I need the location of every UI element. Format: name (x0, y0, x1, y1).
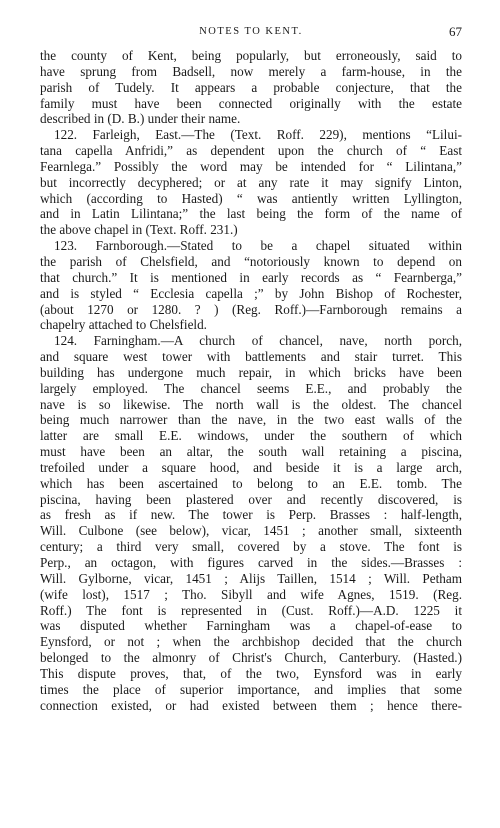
text-line: being much narrower than the nave, in the two east walls of the (40, 412, 462, 428)
text-line: the above chapel in (Text. Roff. 231.) (40, 222, 238, 238)
text-line: and square west tower with battlements and stair turret. This (40, 349, 462, 365)
text-line: tana capella Anfridi,” as dependent upon the church of “ East (40, 143, 462, 159)
entry-122-heading-line: 122. Farleigh, East.—The (Text. Roff. 229), mentions “Lilui- (54, 127, 462, 143)
text-line: which has been ascertained to belong to an E.E. tomb. The (40, 475, 462, 491)
text-line: Roff.) The font is represented in (Cust. Roff.)—A.D. 1225 it (40, 602, 462, 618)
text-line: (wife lost), 1517 ; Tho. Sibyll and wife Agnes, 1519. (Reg. (40, 586, 462, 602)
page-number: 67 (449, 24, 462, 39)
text-line: chapelry attached to Chelsfield. (40, 317, 207, 333)
text-line: piscina, having been plastered over and recently discovered, is (40, 491, 462, 507)
text-line: This dispute proves, that, of the two, Eynsford was in early (40, 665, 462, 681)
text-line: must have been an altar, the south wall retaining a piscina, (40, 444, 462, 460)
text-line: Perp., an octagon, with figures carved in the sides.—Brasses : (40, 555, 462, 570)
text-line: Eynsford, or not ; when the archbishop decided that the church (40, 634, 462, 650)
text-line: (about 1270 or 1280. ? ) (Reg. Roff.)—Farnborough remains a (40, 301, 462, 317)
text-line: largely employed. The chancel seems E.E., and probably the (40, 380, 462, 396)
text-line: as fresh as if new. The tower is Perp. Brasses : half-length, (40, 507, 462, 523)
text-line: Will. Gylborne, vicar, 1451 ; Alijs Taillen, 1514 ; Will. Petham (40, 570, 462, 586)
text-line: and in Latin Lilintana;” the last being the form of the name of (40, 206, 462, 222)
text-line: but incorrectly decyphered; or at any rate it may signify Linton, (40, 174, 462, 190)
text-line: building has undergone much repair, in which bricks have been (40, 364, 462, 380)
text-line: which (according to Hasted) “ was antiently written Lyllington, (40, 190, 462, 206)
text-line: described in (D. B.) under their name. (40, 111, 241, 127)
text-line: and is styled “ Ecclesia capella ;” by John Bishop of Rochester, (40, 285, 462, 301)
text-line: the parish of Chelsfield, and “notoriously known to depend on (40, 253, 462, 269)
running-title: NOTES TO KENT. (199, 26, 303, 37)
text-line: trefoiled under a square hood, and beside it is a large arch, (40, 459, 462, 475)
text-line: Fearnlega.” Possibly the word may be intended for “ Lilintana,” (40, 158, 462, 174)
text-line: belonged to the almonry of Christ's Church, Canterbury. (Hasted.) (40, 650, 462, 666)
entry-124-heading-line: 124. Farningham.—A church of chancel, nave, north porch, (54, 333, 462, 349)
entry-123-heading-line: 123. Farnborough.—Stated to be a chapel situated within (54, 238, 462, 254)
text-line: century; a third very small, covered by a stove. The font is (40, 539, 462, 555)
page-header (40, 24, 462, 42)
text-line: parish of Tudely. It appears a probable conjecture, that the (40, 79, 462, 95)
text-line: the county of Kent, being popularly, but erroneously, said to (40, 48, 462, 63)
text-line: family must have been connected originally with the estate (40, 95, 462, 111)
text-line: Will. Culbone (see below), vicar, 1451 ; another small, sixteenth (40, 523, 462, 539)
text-line: have sprung from Badsell, now merely a farm-house, in the (40, 63, 462, 79)
body-text (40, 48, 462, 818)
text-line: connection existed, or had existed between them ; hence there- (40, 697, 462, 713)
text-line: nave is so likewise. The north wall is the oldest. The chancel (40, 396, 462, 412)
text-line: latter are small E.E. windows, under the southern of which (40, 428, 462, 444)
text-line: times the place of superior importance, and implies that some (40, 681, 462, 697)
text-line: that church.” It is mentioned in early records as “ Fearnberga,” (40, 269, 462, 285)
text-line: was disputed whether Farningham was a chapel-of-ease to (40, 618, 462, 634)
